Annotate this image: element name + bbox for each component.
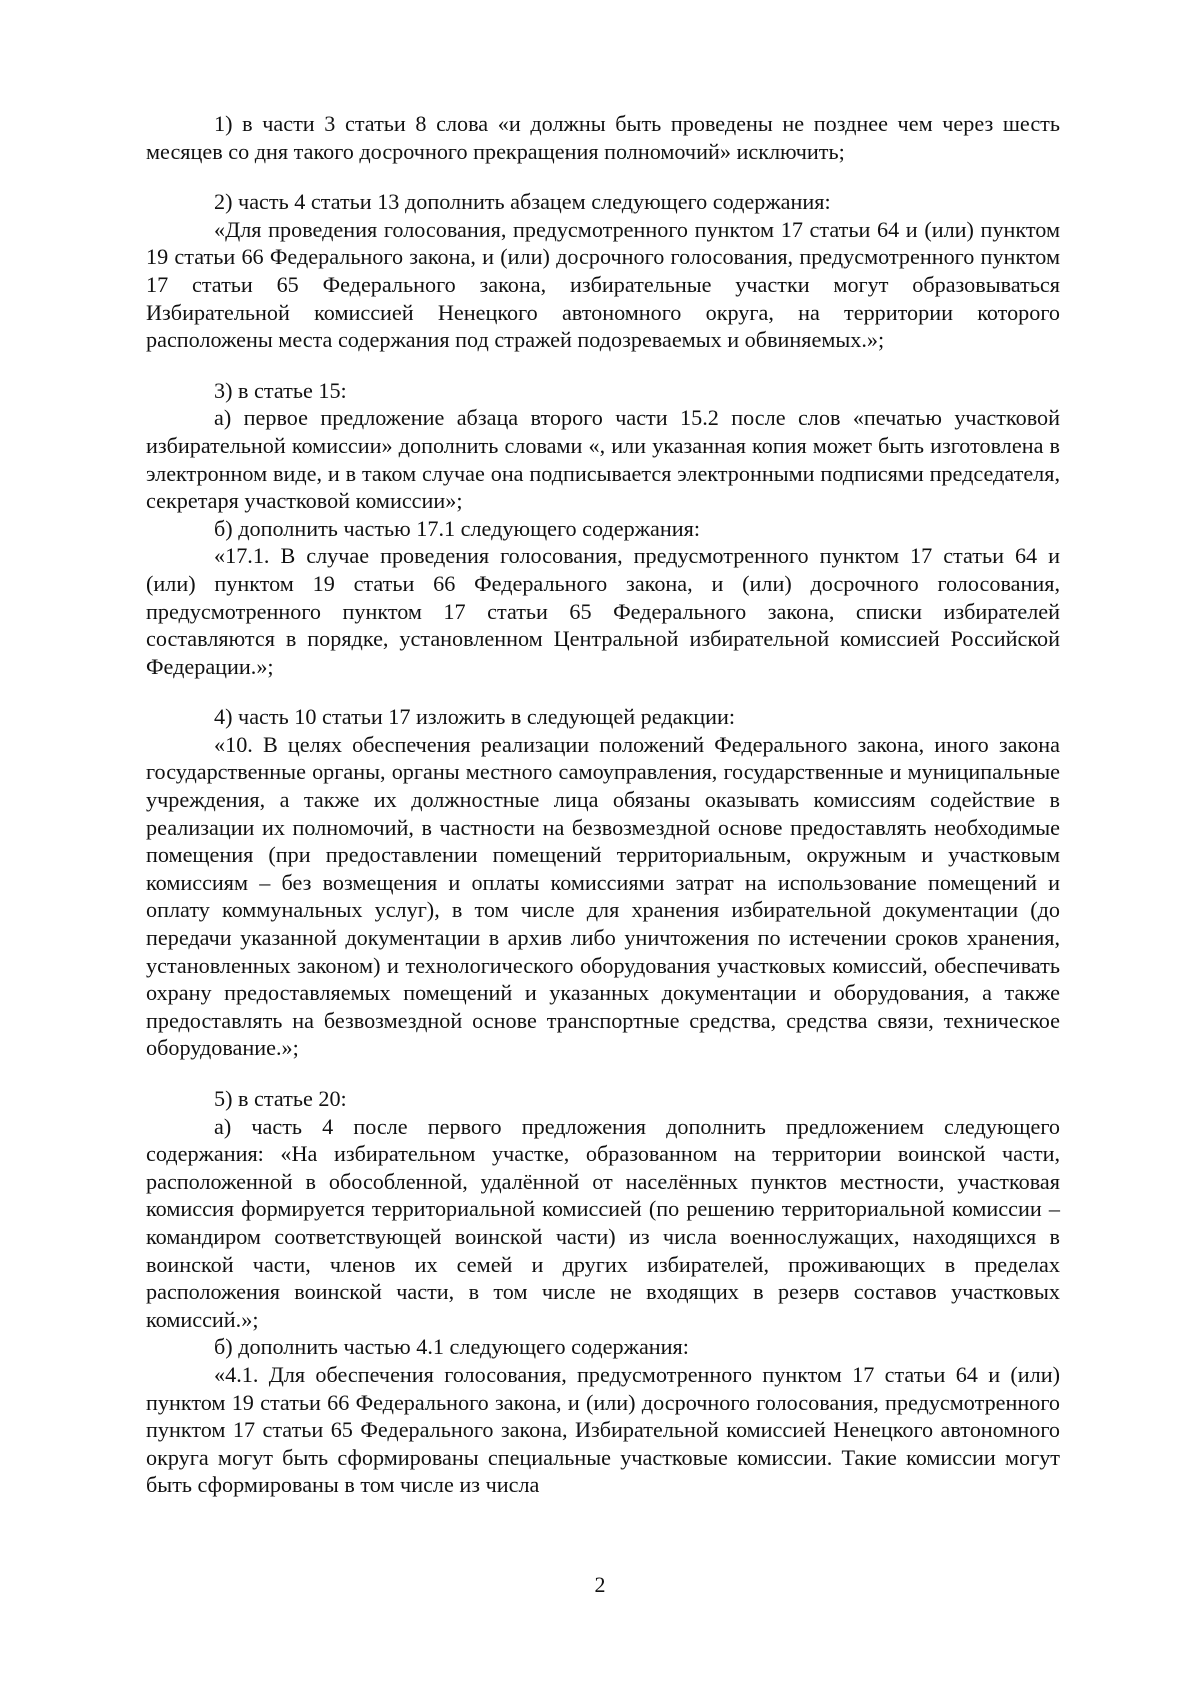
paragraph-13: «4.1. Для обеспечения голосования, предусмотренного пунктом 17 статьи 64 и (или) пунктом 19 статьи 66 Федерального закона, и (или) досрочного голосования, предусмотренного пунктом 17 статьи 65 Федерального закона, Избирательной комиссией Ненецкого автономного округа могут быть сформированы специальные участковые комиссии. Такие комиссии могут быть сформированы в том числе из числа [146, 1361, 1060, 1498]
paragraph-10: 5) в статье 20: [214, 1086, 347, 1111]
paragraph-9: «10. В целях обеспечения реализации положений Федерального закона, иного закона государственные органы, органы местного самоуправления, государственные и муниципальные учреждения, а также их должностные лица обязаны оказывать комиссиям содействие в реализации их полномочий, в частности на безвозмездной основе предоставлять необходимые помещения (при предоставлении помещений территориальным, окружным и участковым комиссиям – без возмещения и оплаты комиссиями затрат на использование помещений и оплату коммунальных услуг), в том числе для хранения избирательной документации (до передачи указанной документации в архив либо уничтожения по истечении сроков хранения, установленных законом) и технологического оборудования участковых комиссий, обеспечивать охрану предоставляемых помещений и указанных документации и оборудования, а также предоставлять на безвозмездной основе транспортные средства, средства связи, техническое оборудование.»; [146, 731, 1060, 1061]
paragraph-12: б) дополнить частью 4.1 следующего содержания: [214, 1334, 689, 1360]
page-number: 2 [594, 1572, 606, 1597]
paragraph-2: 2) часть 4 статьи 13 дополнить абзацем следующего содержания: [214, 189, 831, 215]
paragraph-4: 3) в статье 15: [214, 377, 347, 403]
paragraph-3: «Для проведения голосования, предусмотренного пунктом 17 статьи 64 и (или) пунктом 19 статьи 66 Федерального закона, и (или) досрочного голосования, предусмотренного пунктом 17 статьи 65 Федерального закона, избирательные участки могут образовываться Избирательной комиссией Ненецкого автономного округа, на территории которого расположены места содержания под стражей подозреваемых и обвиняемых.»; [146, 216, 1060, 353]
paragraph-11: а) часть 4 после первого предложения дополнить предложением следующего содержания: «На избирательном участке, образованном на территории воинской части, расположенной в обособленной, удалённой от населённых пунктов местности, участковая комиссия формируется территориальной комиссией (по решению территориальной комиссии – командиром соответствующей воинской части) из числа военнослужащих, находящихся в воинской части, членов их семей и других избирателей, проживающих в пределах расположения воинской части, в том числе не входящих в резерв составов участковых комиссий.»; [146, 1113, 1060, 1332]
paragraph-1: 1) в части 3 статьи 8 слова «и должны быть проведены не позднее чем через шесть месяцев со дня такого досрочного прекращения полномочий» исключить; [146, 111, 1060, 164]
paragraph-8: 4) часть 10 статьи 17 изложить в следующей редакции: [214, 704, 736, 730]
paragraph-6: б) дополнить частью 17.1 следующего содержания: [214, 515, 701, 541]
paragraph-5: а) первое предложение абзаца второго части 15.2 после слов «печатью участковой избирательной комиссии» дополнить словами «, или указанная копия может быть изготовлена в электронном виде, и в таком случае она подписывается электронными подписями председателя, секретаря участковой комиссии»; [146, 405, 1060, 514]
paragraph-7: «17.1. В случае проведения голосования, предусмотренного пунктом 17 статьи 64 и (или) пунктом 19 статьи 66 Федерального закона, и (или) досрочного голосования, предусмотренного пунктом 17 статьи 65 Федерального закона, списки избирателей составляются в порядке, установленном Центральной избирательной комиссией Российской Федерации.»; [146, 543, 1060, 679]
